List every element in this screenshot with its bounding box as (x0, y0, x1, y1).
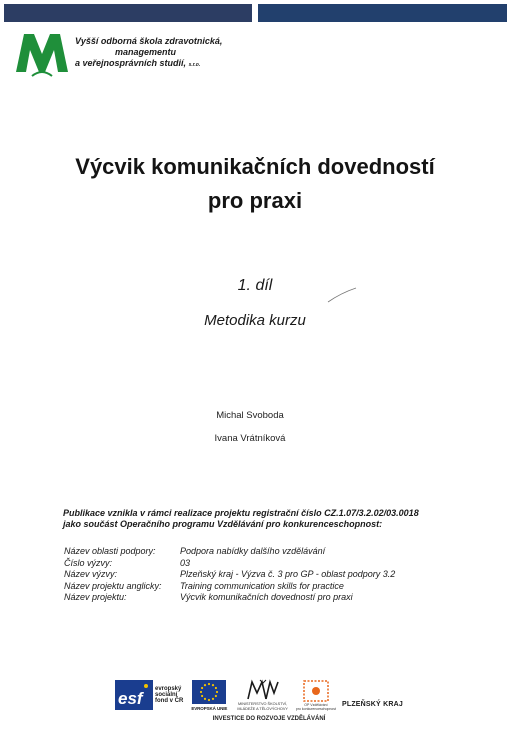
esf-label-line-2: sociální (155, 692, 178, 698)
esf-logo (115, 680, 183, 710)
header-color-bar (4, 4, 507, 22)
op-vk-label-line-2: pro konkurenceschopnost (295, 706, 336, 711)
msmt-logo (237, 679, 288, 711)
header-bar-dark-segment (4, 4, 252, 22)
plzen-region-label: PLZEŇSKÝ KRAJ (341, 700, 403, 708)
esf-label-line-3: fond v ČR (155, 698, 184, 704)
project-info-value: Výcvik komunikačních dovedností pro praxi (180, 592, 353, 602)
project-info-table (64, 546, 484, 604)
eu-logo (191, 680, 227, 711)
op-vk-logo (296, 680, 336, 711)
eu-flag-icon (192, 680, 226, 704)
publication-note-line-2: jako součást Operačního programu Vzdělávání pro konkurenceschopnost: (63, 519, 383, 529)
eu-label: EVROPSKÁ UNIE (191, 705, 228, 711)
funding-logos (115, 675, 405, 715)
school-logo-icon (12, 28, 72, 78)
op-vk-label (296, 703, 336, 711)
project-info-row (64, 546, 484, 558)
subtitle: Metodika kurzu (204, 312, 306, 329)
msmt-icon (246, 679, 280, 701)
page-title-line-2: pro praxi (207, 188, 303, 213)
op-vk-label-line-1: OP Vzdělávání (304, 702, 328, 707)
project-info-row (64, 581, 484, 593)
project-info-value: Podpora nabídky dalšího vzdělávání (180, 546, 326, 556)
school-name-line-2: managementu (115, 47, 177, 57)
publication-note (63, 508, 483, 530)
msmt-label-line-1: MINISTERSTVO ŠKOLSTVÍ, (238, 702, 288, 706)
project-info-row (64, 558, 484, 570)
project-info-value: Plzeňský kraj - Výzva č. 3 pro GP - oblast podpory 3.2 (180, 569, 396, 579)
project-info-label: Číslo výzvy: (64, 557, 113, 568)
investment-caption: INVESTICE DO ROZVOJE VZDĚLÁVÁNÍ (212, 716, 326, 722)
author-name: Ivana Vrátníková (214, 433, 286, 444)
project-info-label: Název výzvy: (64, 569, 118, 579)
page-title (0, 150, 510, 218)
page-title-line-1: Výcvik komunikačních dovedností (75, 154, 435, 179)
school-name-line-3-text: a veřejnosprávních studií, (75, 58, 187, 68)
svg-text:esf: esf (118, 689, 143, 708)
project-info-row (64, 569, 484, 581)
msmt-label (237, 702, 288, 711)
esf-label (155, 686, 183, 704)
author-name: Michal Svoboda (216, 410, 284, 421)
op-vk-icon (303, 680, 329, 702)
project-info-value: Training communication skills for practice (180, 580, 344, 591)
pen-stroke-mark (327, 287, 357, 303)
esf-icon (115, 680, 153, 710)
project-info-row (64, 592, 484, 604)
project-info-label: Název projektu anglicky: (64, 580, 162, 591)
project-info-value: 03 (180, 557, 191, 568)
esf-label-line-1: evropský (155, 686, 182, 692)
msmt-label-line-2: MLÁDEŽE A TĚLOVÝCHOVY (237, 706, 288, 711)
publication-note-line-1: Publikace vznikla v rámci realizace projektu registrační číslo CZ.1.07/3.2.02/03.0018 (63, 508, 419, 518)
project-info-label: Název oblasti podpory: (64, 546, 156, 556)
part-label: 1. díl (237, 277, 273, 294)
project-info-label: Název projektu: (64, 592, 127, 602)
school-name (75, 36, 275, 71)
header-bar-light-segment (258, 4, 507, 22)
school-name-line-1: Vyšší odborná škola zdravotnická, (75, 36, 223, 46)
plzen-region-logo (342, 701, 403, 708)
school-name-line-3 (75, 58, 275, 71)
school-name-suffix: s.r.o. (188, 62, 201, 68)
